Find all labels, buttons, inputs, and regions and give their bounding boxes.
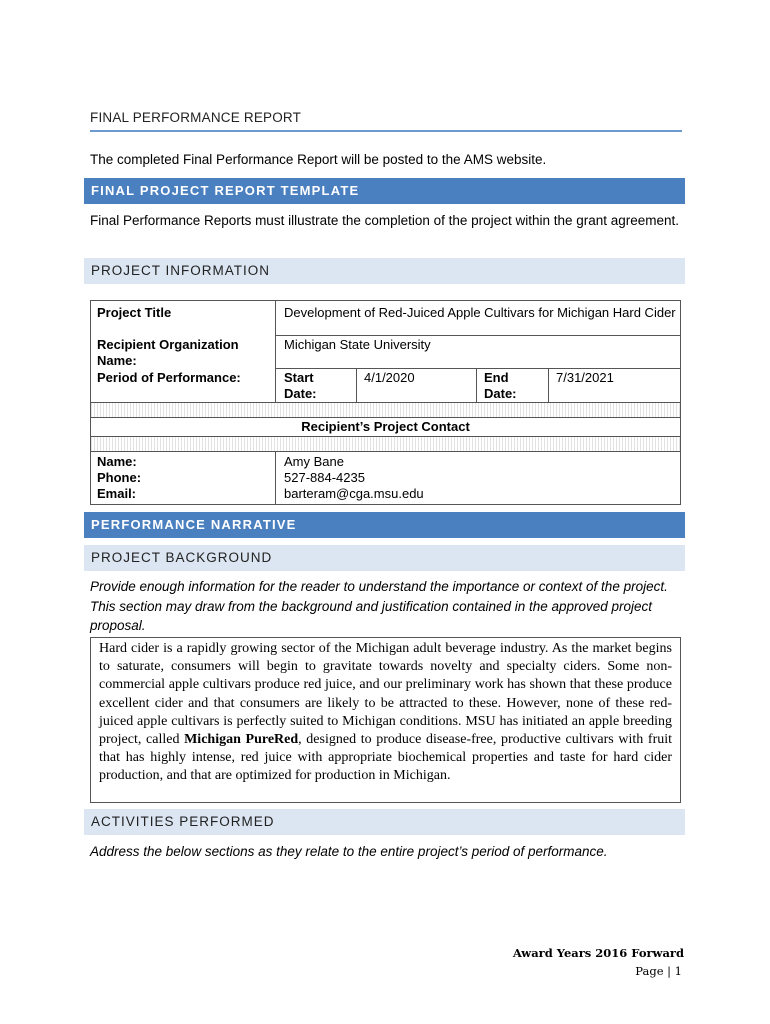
table-rule (275, 368, 680, 369)
program-name: Michigan PureRed (184, 732, 299, 748)
background-instructions: Provide enough information for the reader to understand the importance or context of the project. This section may draw from the background and justification contained in the approved project proposal. (90, 579, 668, 633)
end-date-value: 7/31/2021 (556, 370, 614, 385)
table-rule (548, 368, 549, 402)
activities-instructions: Address the below sections as they relate to the entire project’s period of performance. (90, 844, 608, 859)
template-body: Final Performance Reports must illustrate the completion of the project within the grant agreement. (90, 213, 680, 228)
footer-page-number: Page | 1 (635, 964, 682, 978)
narrative-text: Hard cider is a rapidly growing sector of the Michigan adult beverage industry. As the market begins to saturate, consumers will begin to gravitate towards novelty and specialty ciders. Some non-commercial apple cultivars produce red juice, and our preliminary work has shown that these produce excellent cider and that consumers are likely to be attracted to these. However, none of these red-juiced apple cultivars is perfectly suited to Michigan conditions. MSU has initiated an apple breeding project, called (99, 641, 672, 748)
start-date-value: 4/1/2020 (364, 370, 415, 385)
contact-name-label: Name: (97, 454, 137, 469)
background-narrative (90, 637, 681, 803)
organization-value: Michigan State University (284, 337, 431, 352)
table-spacer-row (91, 403, 680, 417)
template-section-title: FINAL PROJECT REPORT TEMPLATE (84, 178, 685, 204)
contact-email-value: barteram@cga.msu.edu (284, 486, 424, 501)
footer-award-years: Award Years 2016 Forward (512, 946, 684, 960)
table-rule (356, 368, 357, 402)
intro-text: The completed Final Performance Report will be posted to the AMS website. (90, 152, 547, 167)
header-rule (90, 130, 682, 132)
end-date-label: End Date: (484, 370, 517, 401)
table-rule (275, 335, 680, 336)
table-rule (91, 451, 680, 452)
report-header: FINAL PERFORMANCE REPORT (90, 110, 302, 125)
table-rule (476, 368, 477, 402)
contact-phone-label: Phone: (97, 470, 142, 485)
project-title-label: Project Title (97, 305, 172, 320)
contact-phone-value: 527-884-4235 (284, 470, 365, 485)
period-label: Period of Performance: (97, 370, 241, 385)
start-date-label: Start Date: (284, 370, 317, 401)
activities-section-title: ACTIVITIES PERFORMED (84, 809, 685, 835)
background-section-title: PROJECT BACKGROUND (84, 545, 685, 571)
contact-name-value: Amy Bane (284, 454, 344, 469)
table-rule (275, 301, 276, 402)
table-spacer-row (91, 437, 680, 451)
project-title-value: Development of Red-Juiced Apple Cultivars for Michigan Hard Cider (284, 305, 676, 320)
project-info-title: PROJECT INFORMATION (84, 258, 685, 284)
contact-email-label: Email: (97, 486, 137, 501)
narrative-section-title: PERFORMANCE NARRATIVE (84, 512, 685, 538)
project-info-table (90, 300, 681, 505)
organization-label: Recipient Organization Name: (97, 337, 239, 368)
table-rule (91, 417, 680, 418)
contact-heading: Recipient’s Project Contact (301, 419, 470, 434)
table-rule (275, 451, 276, 504)
narrative-text: , designed to produce disease-free, productive cultivars with fruit that has highly intense, red juice with appropriate biochemical properties and taste for hard cider production, and that are optimized for production in Michigan. (99, 732, 673, 784)
